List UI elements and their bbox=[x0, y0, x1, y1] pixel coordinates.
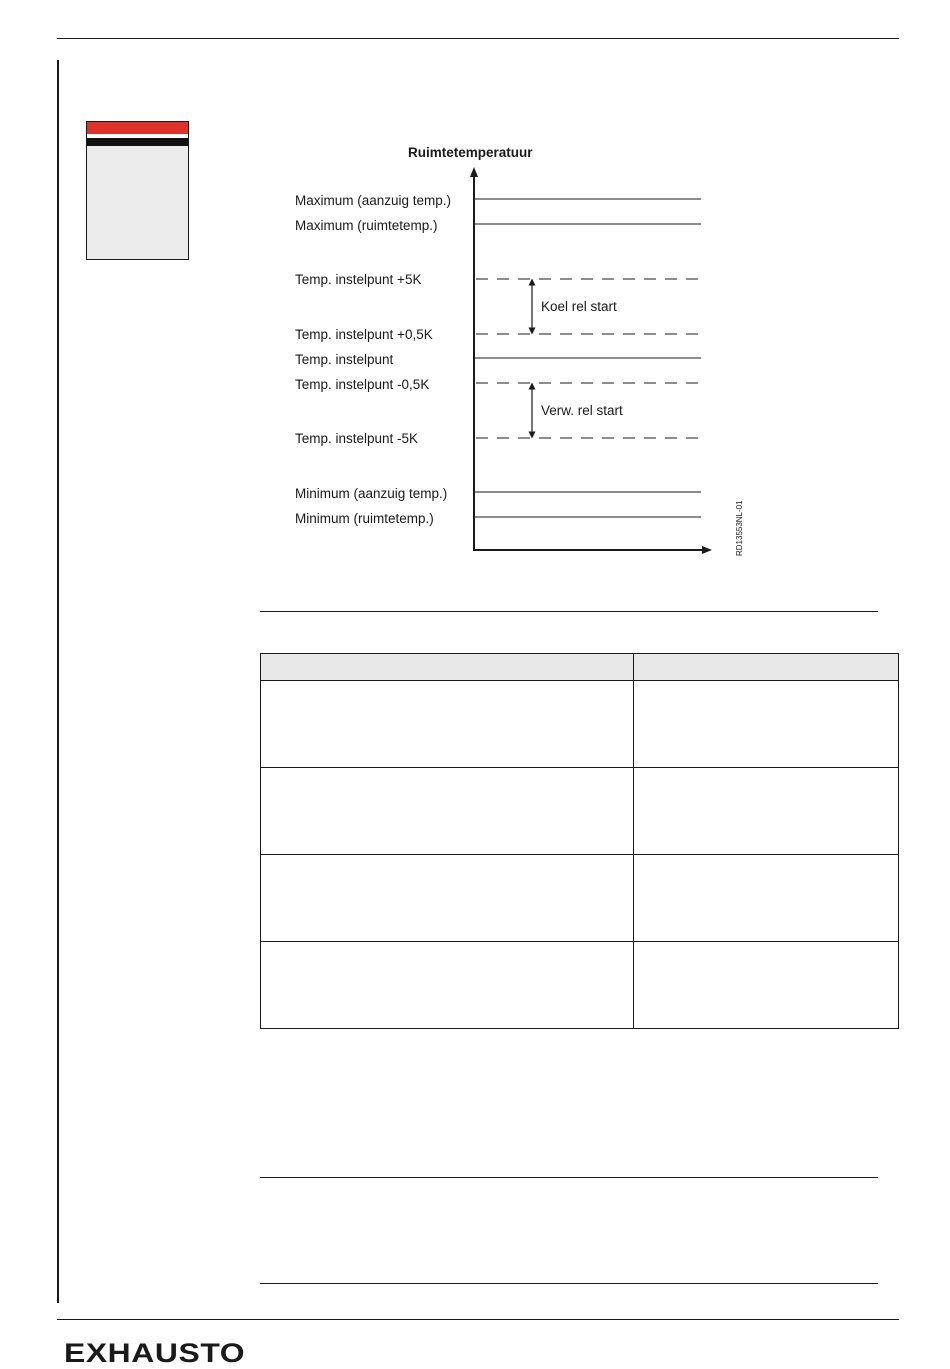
table-cell bbox=[634, 855, 899, 942]
level-label-setpoint-plus-5k: Temp. instelpunt +5K bbox=[295, 272, 422, 287]
section-rule-middle bbox=[260, 1177, 878, 1178]
table-cell bbox=[261, 942, 634, 1029]
table-row bbox=[261, 681, 899, 768]
temperature-diagram bbox=[0, 0, 950, 600]
figure-code: RD13553NL-01 bbox=[735, 500, 744, 556]
table-row bbox=[261, 855, 899, 942]
section-rule-upper bbox=[260, 611, 878, 612]
level-label-max-supply: Maximum (aanzuig temp.) bbox=[295, 193, 452, 208]
table-cell bbox=[261, 855, 634, 942]
table-cell bbox=[261, 768, 634, 855]
table-cell bbox=[634, 942, 899, 1029]
y-axis-title: Ruimtetemperatuur bbox=[408, 145, 533, 160]
parameter-table bbox=[260, 653, 899, 1029]
level-label-setpoint-minus-5k: Temp. instelpunt -5K bbox=[295, 431, 419, 446]
cooling-range-label: Koel rel start bbox=[541, 299, 617, 314]
table-header-cell bbox=[261, 654, 634, 681]
table-header-row bbox=[261, 654, 899, 681]
brand-logo: EXHAUSTO bbox=[64, 1338, 246, 1368]
table-row bbox=[261, 942, 899, 1029]
table-cell bbox=[634, 768, 899, 855]
footer-rule bbox=[57, 1319, 899, 1320]
table-row bbox=[261, 768, 899, 855]
level-label-max-room: Maximum (ruimtetemp.) bbox=[295, 218, 438, 233]
section-rule-lower bbox=[260, 1283, 878, 1284]
heating-range-label: Verw. rel start bbox=[541, 403, 623, 418]
level-label-setpoint-minus-05k: Temp. instelpunt -0,5K bbox=[295, 377, 430, 392]
table-cell bbox=[261, 681, 634, 768]
table-header-cell bbox=[634, 654, 899, 681]
table-cell bbox=[634, 681, 899, 768]
level-label-setpoint: Temp. instelpunt bbox=[295, 352, 394, 367]
level-label-setpoint-plus-05k: Temp. instelpunt +0,5K bbox=[295, 327, 433, 342]
level-label-min-supply: Minimum (aanzuig temp.) bbox=[295, 486, 448, 501]
level-label-min-room: Minimum (ruimtetemp.) bbox=[295, 511, 434, 526]
